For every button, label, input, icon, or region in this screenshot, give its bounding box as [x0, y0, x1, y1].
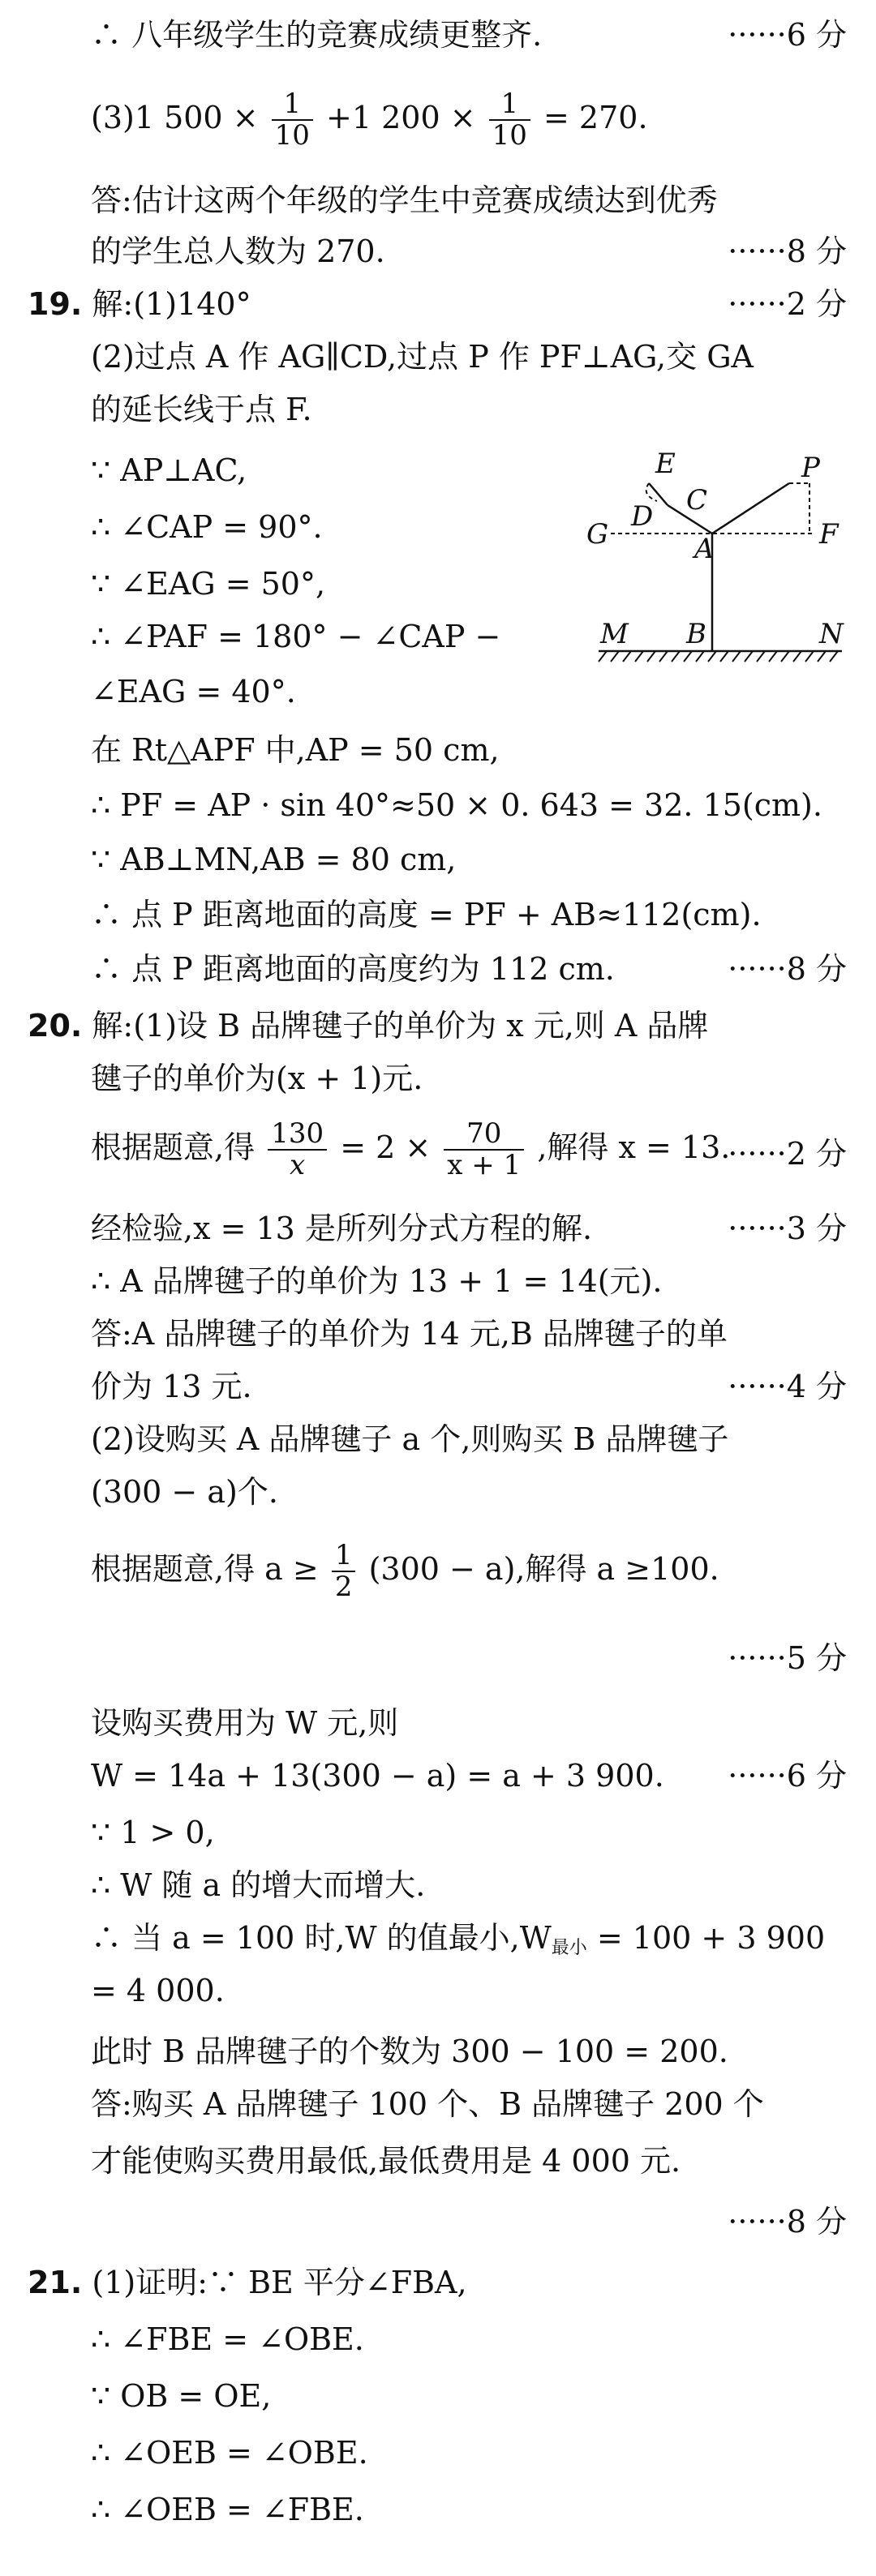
line: 的学生总人数为 270. ······8 分	[91, 231, 847, 272]
score-mark: ······4 分	[728, 1369, 847, 1404]
subscript: 最小	[551, 1938, 587, 1958]
line: ∵ AP⊥AC,	[91, 452, 247, 488]
ground-hatching	[599, 651, 838, 662]
score-mark: ······5 分	[728, 1640, 847, 1676]
text: (3)1 500 ×	[91, 99, 259, 135]
line: 答:A 品牌毽子的单价为 14 元,B 品牌毽子的单	[91, 1316, 728, 1352]
line: 价为 13 元. ······4 分	[91, 1366, 847, 1407]
line: ∴ A 品牌毽子的单价为 13 + 1 = 14(元).	[91, 1263, 663, 1299]
line: 此时 B 品牌毽子的个数为 300 − 100 = 200.	[91, 2034, 728, 2069]
geometry-figure	[582, 444, 850, 688]
line: 毽子的单价为(x + 1)元.	[91, 1061, 423, 1096]
line: ∴ 点 P 距离地面的高度 = PF + AB≈112(cm).	[91, 897, 762, 932]
line	[91, 2201, 847, 2242]
line	[91, 1638, 847, 1678]
line: ∵ ∠EAG = 50°,	[91, 566, 326, 602]
line: ∵ OB = OE,	[91, 2378, 272, 2414]
label-B: B	[686, 618, 706, 650]
line: ∴ ∠CAP = 90°.	[91, 509, 323, 545]
line: ∵ 1 > 0,	[91, 1815, 215, 1850]
text: +1 200 ×	[326, 99, 476, 135]
line: ∴ W 随 a 的增大而增大.	[91, 1867, 426, 1903]
label-C: C	[686, 484, 708, 516]
fraction: $\frac{1}{10}$	[489, 89, 530, 152]
line: W = 14a + 13(300 − a) = a + 3 900. ······6 分	[91, 1755, 847, 1796]
line: (2)过点 A 作 AG∥CD,过点 P 作 PF⊥AG,交 GA	[91, 339, 754, 375]
line: ∴ ∠OEB = ∠FBE.	[91, 2492, 364, 2527]
line: ∴ ∠PAF = 180° − ∠CAP −	[91, 619, 501, 654]
line: ∴ 当 a = 100 时,W 的值最小$,W_{最小} = 100 + 3$ 900	[91, 1920, 826, 1958]
line: 在 Rt△APF 中,AP = 50 cm,	[91, 732, 500, 768]
line: 答:估计这两个年级的学生中竞赛成绩达到优秀	[91, 182, 718, 218]
line: 经检验,x = 13 是所列分式方程的解. ······3 分	[91, 1208, 847, 1249]
score-mark: ······3 分	[728, 1211, 847, 1246]
line	[91, 15, 847, 55]
line: (300 − a)个.	[91, 1474, 278, 1510]
text: = 270.	[543, 99, 648, 135]
score-mark: ······2 分	[728, 1136, 847, 1172]
line: ∴ ∠OEB = ∠OBE.	[91, 2435, 368, 2471]
question-number: 19.	[28, 286, 83, 322]
score-mark: ······8 分	[728, 234, 847, 269]
line: 答:购买 A 品牌毽子 100 个、B 品牌毽子 200 个	[91, 2086, 764, 2122]
text: ∴ 八年级学生的竞赛成绩更整齐.	[91, 17, 543, 53]
line: (2)设购买 A 品牌毽子 a 个,则购买 B 品牌毽子	[91, 1421, 729, 1457]
question-21-line: 21. (1)证明:∵ BE 平分∠FBA,	[28, 2265, 467, 2300]
label-P: P	[801, 452, 820, 484]
fraction: $\frac{1}{2}$	[332, 1541, 356, 1603]
line: ∴ PF = AP · sin 40°≈50 × 0. 643 = 32. 15(cm).	[91, 787, 822, 823]
question-number: 21.	[28, 2265, 83, 2300]
label-N: N	[819, 618, 844, 650]
fraction: $\frac{1}{10}$	[272, 89, 313, 152]
segment-AP	[712, 483, 789, 534]
score-mark: ······8 分	[728, 2204, 847, 2240]
score-mark: ······8 分	[728, 951, 847, 987]
fraction: $\frac{130}{x}$	[268, 1119, 327, 1181]
line: 才能使购买费用最低,最低费用是 4 000 元.	[91, 2143, 681, 2179]
question-19-line: 19. 解:(1)140° ······2 分	[28, 284, 847, 324]
line: ∠EAG = 40°.	[91, 674, 296, 709]
question-number: 20.	[28, 1008, 83, 1044]
score-mark: ······6 分	[728, 1758, 847, 1794]
line: 的延长线于点 F.	[91, 392, 312, 427]
line-formula: 根据题意,得 a ≥ $\frac{1}{2}$ (300 − a),解得 a ≥100.	[91, 1539, 719, 1604]
label-F: F	[819, 518, 839, 551]
line: ∴ ∠FBE = ∠OBE.	[91, 2321, 364, 2357]
label-A: A	[694, 533, 715, 565]
question-20-line: 20. 解:(1)设 B 品牌毽子的单价为 x 元,则 A 品牌	[28, 1008, 709, 1044]
line-formula: 根据题意,得 $\frac{130}{x}$ = 2 × $\frac{70}{x + 1}$ ,解得 x = 13. ······2 分	[91, 1117, 847, 1182]
label-M: M	[600, 618, 629, 650]
line: = 4 000.	[91, 1973, 225, 2008]
label-G: G	[586, 518, 609, 551]
line: ∵ AB⊥MN,AB = 80 cm,	[91, 842, 457, 877]
score-mark: ······2 分	[728, 286, 847, 322]
label-E: E	[655, 448, 676, 480]
fraction: $\frac{70}{x + 1}$	[444, 1119, 524, 1181]
line: 设购买费用为 W 元,则	[91, 1705, 399, 1741]
line: ∴ 点 P 距离地面的高度约为 112 cm. ······8 分	[91, 949, 847, 989]
score-mark: ······6 分	[728, 17, 847, 53]
label-D: D	[631, 500, 654, 533]
line-formula	[91, 89, 847, 152]
